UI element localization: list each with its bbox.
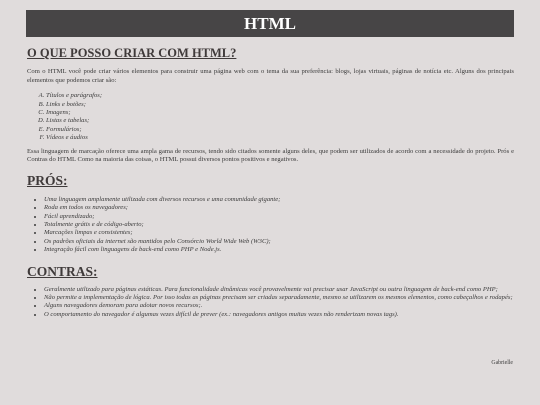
- list-item: A. Títulos e parágrafos;: [46, 92, 514, 100]
- list-item: • Geralmente utilizado para páginas estáticas. Para funcionalidade dinâmicas você provavelmente vai precisar usar JavaScript ou outra linguagem de back-end como PHP;: [44, 286, 514, 294]
- list-item: D. Listas e tabelas;: [46, 117, 514, 125]
- list-item: • O comportamento do navegador é algumas vezes difícil de prever (ex.: navegadores antigos muitas vezes não renderizam novas tags).: [44, 311, 514, 319]
- section-title-cons: CONTRAS:: [27, 263, 98, 279]
- section-title-what: O QUE POSSO CRIAR COM HTML?: [27, 46, 237, 60]
- list-item: • Totalmente grátis e de código-aberto;: [44, 221, 514, 229]
- section-title-pros: PRÓS:: [27, 172, 68, 188]
- list-item: • Não permite a implementação de lógica. Por isso todas as páginas precisam ser criadas separadamente, mesmo se utilizarem os mesmos elementos, como cabeçalhos e rodapés;: [44, 294, 514, 302]
- pros-list: [27, 196, 514, 255]
- page-title: HTML: [244, 13, 296, 33]
- main-content: [27, 46, 514, 319]
- list-item: • Integração fácil com linguagens de back-end como PHP e Node.js.: [44, 246, 514, 254]
- list-item: • Fácil aprendizado;: [44, 213, 514, 221]
- list-item: • Alguns navegadores demoram para adotar novos recursos;.: [44, 302, 514, 310]
- list-item: • Roda em todos os navegadores;: [44, 204, 514, 212]
- cons-list: [27, 286, 514, 320]
- list-item: E. Formulários;: [46, 126, 514, 134]
- intro-paragraph: Com o HTML você pode criar vários elementos para construir uma página web com o tema da sua preferência: blogs, lojas virtuais, páginas de notícia etc. Alguns dos principais elementos que podemos criar são:: [27, 68, 514, 84]
- page-header: [26, 10, 514, 37]
- list-item: F. Vídeos e áudios: [46, 134, 514, 142]
- list-item: C. Imagens;: [46, 109, 514, 117]
- author-signature: Gabrielle: [491, 360, 513, 366]
- list-item: • Os padrões oficiais da internet são mantidos pelo Consórcio World Wide Web (W3C);: [44, 238, 514, 246]
- list-item: • Uma linguagem amplamente utilizada com diversos recursos e uma comunidade gigante;: [44, 196, 514, 204]
- closing-paragraph: Essa linguagem de marcação oferece uma ampla gama de recursos, tendo sido citados somente alguns deles, que podem ser utilizados de acordo com a necessidade do projeto. Prós e Contras do HTML Como na maioria das coisas, o HTML possui diversos pontos positivos e negativos.: [27, 147, 514, 164]
- list-item: • Marcações limpas e consistentes;: [44, 229, 514, 237]
- elements-list: [27, 92, 514, 142]
- list-item: B. Links e botões;: [46, 101, 514, 109]
